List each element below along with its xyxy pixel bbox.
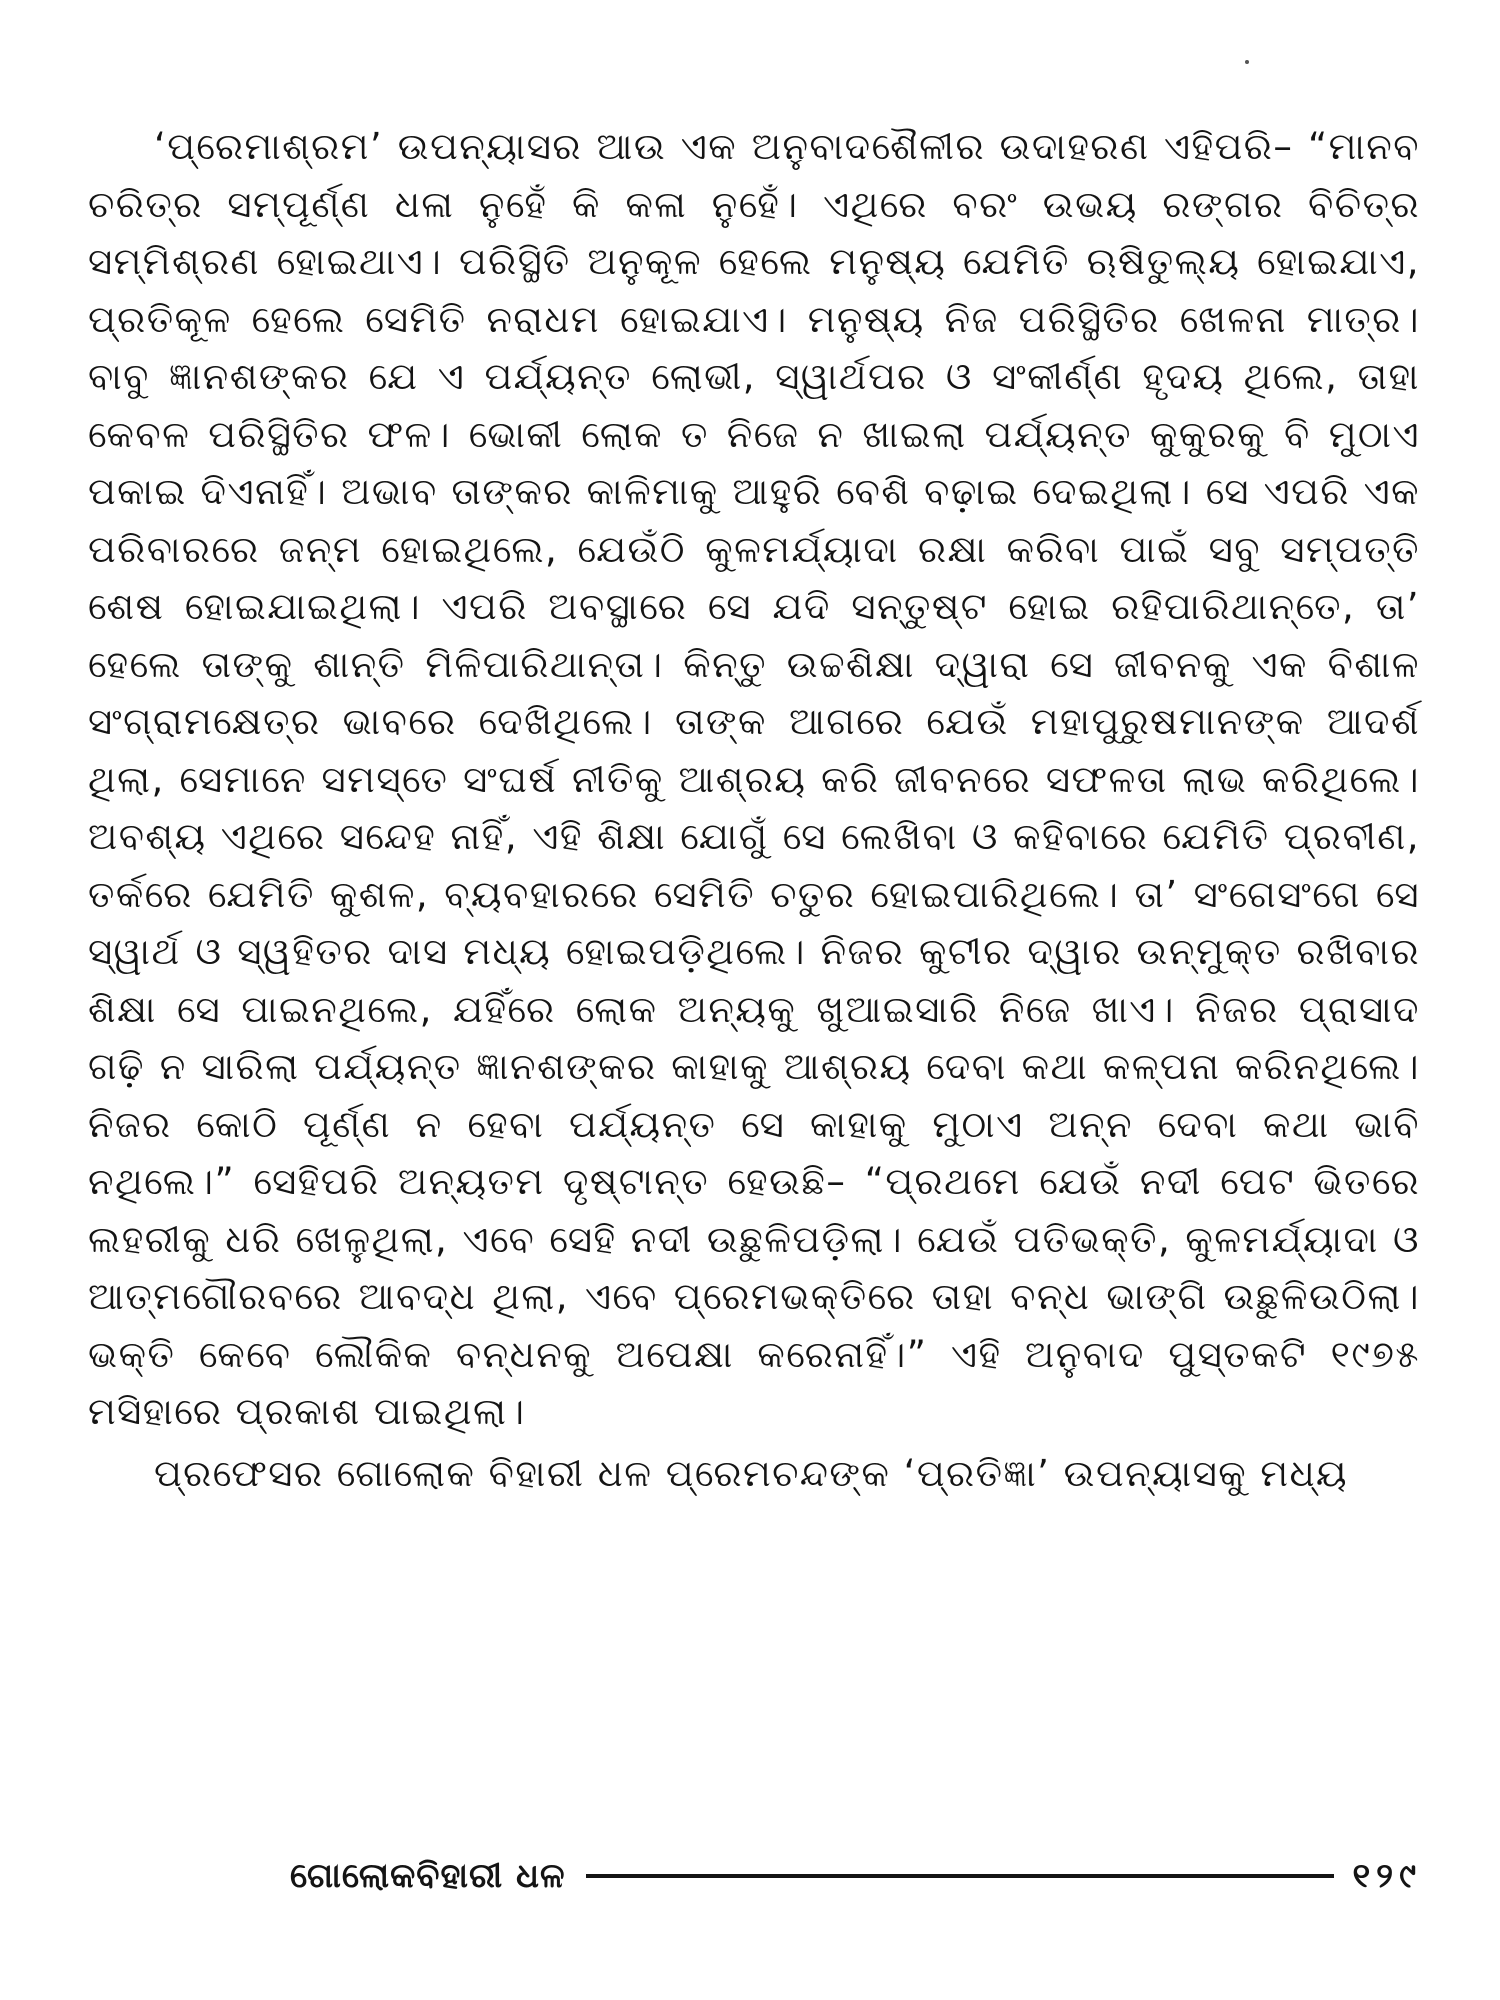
page-speck [1245, 60, 1249, 64]
paragraph-1: ‘ପ୍ରେମାଶ୍ରମ’ ଉପନ୍ୟାସର ଆଉ ଏକ ଅନୁବାଦଶୈଳୀର ଉଦାହରଣ ଏହିପରି– “ମାନବ ଚରିତ୍ର ସମ୍ପୂର୍ଣ୍ଣ ଧଳା ନୁହେଁ କି କଳା ନୁହେଁ। ଏଥିରେ ବରଂ ଉଭୟ ରଙ୍ଗର ବିଚିତ୍ର ସମ୍ମିଶ୍ରଣ ହୋଇଥାଏ। ପରିସ୍ଥିତି ଅନୁକୂଳ ହେଲେ ମନୁଷ୍ୟ ଯେମିତି ଋଷିତୁଲ୍ୟ ହୋଇଯାଏ, ପ୍ରତିକୂଳ ହେଲେ ସେମିତି ନରାଧମ ହୋଇଯାଏ। ମନୁଷ୍ୟ ନିଜ ପରିସ୍ଥିତିର ଖେଳନା ମାତ୍ର। ବାବୁ ଜ୍ଞାନଶଙ୍କର ଯେ ଏ ପର୍ଯ୍ୟନ୍ତ ଲୋଭୀ, ସ୍ୱାର୍ଥପର ଓ ସଂକୀର୍ଣ୍ଣ ହୃଦୟ ଥିଲେ, ତାହା କେବଳ ପରିସ୍ଥିତିର ଫଳ। ଭୋକୀ ଲୋକ ତ ନିଜେ ନ ଖାଇଲା ପର୍ଯ୍ୟନ୍ତ କୁକୁରକୁ ବି ମୁଠାଏ ପକାଇ ଦିଏନାହିଁ। ଅଭାବ ତାଙ୍କର କାଳିମାକୁ ଆହୁରି ବେଶି ବଢ଼ାଇ ଦେଇଥିଲା। ସେ ଏପରି ଏକ ପରିବାରରେ ଜନ୍ମ ହୋଇଥିଲେ, ଯେଉଁଠି କୁଳମର୍ଯ୍ୟାଦା ରକ୍ଷା କରିବା ପାଇଁ ସବୁ ସମ୍ପତ୍ତି ଶେଷ ହୋଇଯାଇଥିଲା। ଏପରି ଅବସ୍ଥାରେ ସେ ଯଦି ସନ୍ତୁଷ୍ଟ ହୋଇ ରହିପାରିଥାନ୍ତେ, ତା’ ହେଲେ ତାଙ୍କୁ ଶାନ୍ତି ମିଳିପାରିଥାନ୍ତା। କିନ୍ତୁ ଉଚ୍ଚଶିକ୍ଷା ଦ୍ୱାରା ସେ ଜୀବନକୁ ଏକ ବିଶାଳ ସଂଗ୍ରାମକ୍ଷେତ୍ର ଭାବରେ ଦେଖିଥିଲେ। ତାଙ୍କ ଆଗରେ ଯେଉଁ ମହାପୁରୁଷମାନଙ୍କ ଆଦର୍ଶ ଥିଲା, ସେମାନେ ସମସ୍ତେ ସଂଘର୍ଷ ନୀତିକୁ ଆଶ୍ରୟ କରି ଜୀବନରେ ସଫଳତା ଲାଭ କରିଥିଲେ। ଅବଶ୍ୟ ଏଥିରେ ସନ୍ଦେହ ନାହିଁ, ଏହି ଶିକ୍ଷା ଯୋଗୁଁ ସେ ଲେଖିବା ଓ କହିବାରେ ଯେମିତି ପ୍ରବୀଣ, ତର୍କରେ ଯେମିତି କୁଶଳ, ବ୍ୟବହାରରେ ସେମିତି ଚତୁର ହୋଇପାରିଥିଲେ। ତା’ ସଂଗେସଂଗେ ସେ ସ୍ୱାର୍ଥ ଓ ସ୍ୱହିତର ଦାସ ମଧ୍ୟ ହୋଇପଡ଼ିଥିଲେ। ନିଜର କୁଟୀର ଦ୍ୱାର ଉନ୍ମୁକ୍ତ ରଖିବାର ଶିକ୍ଷା ସେ ପାଇନଥିଲେ, ଯହିଁରେ ଲୋକ ଅନ୍ୟକୁ ଖୁଆଇସାରି ନିଜେ ଖାଏ। ନିଜର ପ୍ରାସାଦ ଗଢ଼ି ନ ସାରିଲା ପର୍ଯ୍ୟନ୍ତ ଜ୍ଞାନଶଙ୍କର କାହାକୁ ଆଶ୍ରୟ ଦେବା କଥା କଳ୍ପନା କରିନଥିଲେ। ନିଜର କୋଠି ପୂର୍ଣ୍ଣ ନ ହେବା ପର୍ଯ୍ୟନ୍ତ ସେ କାହାକୁ ମୁଠାଏ ଅନ୍ନ ଦେବା କଥା ଭାବି ନଥିଲେ।” ସେହିପରି ଅନ୍ୟତମ ଦୃଷ୍ଟାନ୍ତ ହେଉଛି– “ପ୍ରଥମେ ଯେଉଁ ନଦୀ ପେଟ ଭିତରେ ଲହରୀକୁ ଧରି ଖେଳୁଥିଲା, ଏବେ ସେହି ନଦୀ ଉଛୁଳିପଡ଼ିଲା। ଯେଉଁ ପତିଭକ୍ତି, କୁଳମର୍ଯ୍ୟାଦା ଓ ଆତ୍ମଗୌରବରେ ଆବଦ୍ଧ ଥିଲା, ଏବେ ପ୍ରେମଭକ୍ତିରେ ତାହା ବନ୍ଧ ଭାଙ୍ଗି ଉଛୁଳିଉଠିଲା। ଭକ୍ତି କେବେ ଲୌକିକ ବନ୍ଧନକୁ ଅପେକ୍ଷା କରେନାହିଁ।” ଏହି ଅନୁବାଦ ପୁସ୍ତକଟି ୧୯୭୫ ମସିହାରେ ପ୍ରକାଶ ପାଇଥିଲା। [88, 125, 1420, 1433]
body-text [88, 118, 1420, 1502]
footer-rule [586, 1874, 1335, 1878]
paragraph-2: ପ୍ରଫେସର ଗୋଲୋକ ବିହାରୀ ଧଳ ପ୍ରେମଚନ୍ଦଙ୍କ ‘ପ୍ରତିଜ୍ଞା’ ଉପନ୍ୟାସକୁ ମଧ୍ୟ [154, 1451, 1349, 1495]
page-footer [290, 1846, 1422, 1906]
footer-author: ଗୋଲୋକବିହାରୀ ଧଳ [290, 1856, 566, 1896]
page-number: ୧୨୯ [1352, 1856, 1422, 1896]
